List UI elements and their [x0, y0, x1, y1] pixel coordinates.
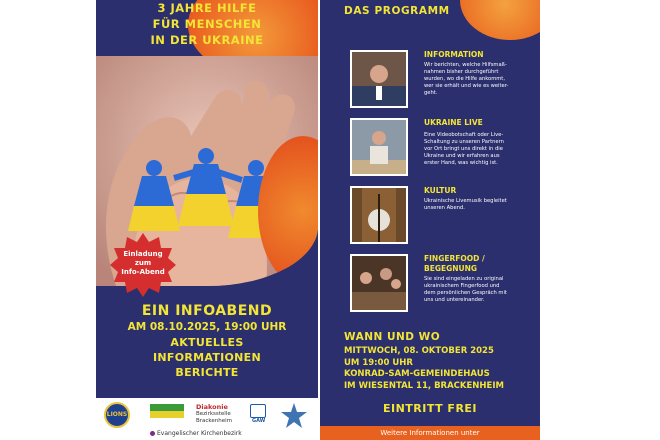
- gathering-photo: [350, 254, 408, 312]
- lions-logo: LIONS: [104, 402, 130, 428]
- gaw-logo-icon: [250, 404, 266, 418]
- address-line: IM WIESENTAL 11, BRACKENHEIM: [344, 380, 504, 391]
- venue-line: KONRAD-SAM-GEMEINDEHAUS: [344, 369, 490, 379]
- event-details: [96, 302, 318, 380]
- speaker-photo: [350, 50, 408, 108]
- event-time-line: UM 19:00 UHR: [344, 357, 413, 368]
- event-title: EIN INFOABEND: [141, 303, 273, 319]
- when-where-heading: WANN UND WO: [344, 331, 441, 343]
- program-item-title: FINGERFOOD / BEGEGNUNG: [424, 254, 485, 273]
- headline: [96, 0, 318, 48]
- flyer-front-panel: [96, 0, 318, 440]
- program-item-ukraine-live: [350, 118, 536, 182]
- program-item-title: INFORMATION: [424, 50, 484, 59]
- gaw-logo: GAW: [252, 418, 266, 424]
- footer-bar: [320, 426, 540, 440]
- kirche-name: Evangelischer Kirchenbezirk: [157, 430, 242, 437]
- free-entry: EINTRITT FREI: [382, 402, 478, 415]
- star-logo-icon: [280, 402, 308, 430]
- sponsor-logos: [96, 398, 318, 440]
- headline-line: FÜR MENSCHEN: [152, 17, 262, 31]
- diakonie-sub: Bezirksstelle: [196, 411, 231, 417]
- invitation-badge: [110, 232, 176, 298]
- event-topic: INFORMATIONEN: [152, 351, 261, 364]
- program-item-text: Eine Videobotschaft oder Live- Schaltung zu unseren Partnern vor Ort bringt uns direkt in die Ukraine und wir erfahren aus erster Hand, was wichtig ist.: [424, 132, 504, 166]
- badge-line: Einladung: [123, 250, 163, 258]
- event-date: AM 08.10.2025, 19:00 UHR: [127, 321, 287, 333]
- orange-decoration: [460, 0, 540, 40]
- musician-photo: [350, 186, 408, 244]
- program-item-text: Wir berichten, welche Hilfsmaß- nahmen bisher durchgeführt wurden, wo die Hilfe ankommt, wer sie erhält und wie es weiter- geht.: [424, 62, 509, 96]
- diakonie-sub: Brackenheim: [196, 418, 233, 424]
- program-item-text: Sie sind eingeladen zu original ukrainischem Fingerfood und dem persönlichen Gespräch mit uns und untereinander.: [424, 276, 507, 303]
- headline-line: 3 JAHRE HILFE: [157, 1, 257, 15]
- badge-line: Info-Abend: [121, 268, 165, 276]
- program-item-title: KULTUR: [424, 186, 457, 195]
- event-topic: BERICHTE: [175, 366, 239, 379]
- kirche-dot-icon: [150, 431, 155, 436]
- headline-line: IN DER UKRAINE: [150, 33, 264, 47]
- program-item-kultur: [350, 186, 536, 250]
- event-topic: AKTUELLES: [170, 336, 244, 349]
- diakonie-name: Diakonie: [196, 403, 228, 411]
- event-date-line: MITTWOCH, 08. OKTOBER 2025: [344, 346, 494, 356]
- program-item-information: [350, 50, 536, 114]
- badge-line: zum: [134, 259, 152, 267]
- when-where-details: [344, 346, 540, 392]
- kirchenbezirk-logo: [150, 430, 242, 437]
- footer-text: Weitere Informationen unter: [380, 429, 480, 437]
- flyer-program-panel: [320, 0, 540, 440]
- program-item-title: UKRAINE LIVE: [424, 118, 483, 127]
- program-item-text: Ukrainische Livemusik begleitet unseren Abend.: [424, 198, 507, 211]
- program-item-fingerfood: [350, 254, 536, 318]
- flag-logo: [150, 404, 184, 418]
- program-heading: DAS PROGRAMM: [344, 5, 450, 17]
- diakonie-logo: [196, 404, 232, 425]
- video-call-photo: [350, 118, 408, 176]
